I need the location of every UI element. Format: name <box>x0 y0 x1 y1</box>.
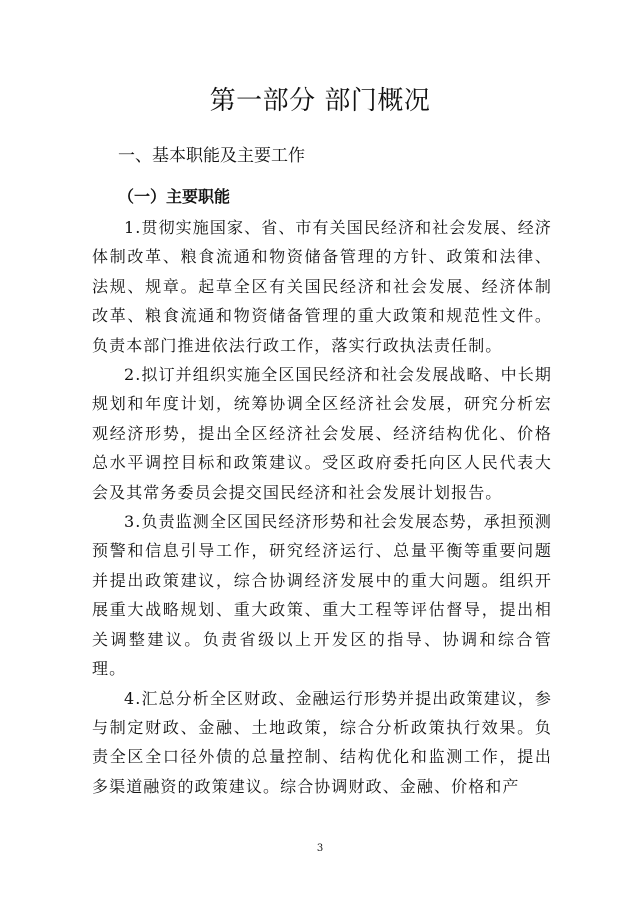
paragraph-1: 1.贯彻实施国家、省、市有关国民经济和社会发展、经济体制改革、粮食流通和物资储备管理的方针、政策和法律、法规、规章。起草全区有关国民经济和社会发展、经济体制改革、粮食流通和物资储备管理的重大政策和规范性文件。负责本部门推进依法行政工作，落实行政执法责任制。 <box>92 218 552 355</box>
page-number: 3 <box>316 843 324 854</box>
page-title: 第一部分 部门概况 <box>209 86 431 116</box>
paragraph-4: 4.汇总分析全区财政、金融运行形势并提出政策建议，参与制定财政、金融、土地政策，综合分析政策执行效果。负责全区全口径外债的总量控制、结构优化和监测工作，提出多渠道融资的政策建议。综合协调财政、金融、价格和产 <box>92 688 552 796</box>
subsection-heading: （一）主要职能 <box>118 187 231 206</box>
paragraph-3: 3.负责监测全区国民经济形势和社会发展态势，承担预测预警和信息引导工作，研究经济运行、总量平衡等重要问题并提出政策建议，综合协调经济发展中的重大问题。组织开展重大战略规划、重大政策、重大工程等评估督导，提出相关调整建议。负责省级以上开发区的指导、协调和综合管理。 <box>92 512 552 679</box>
paragraph-2: 2.拟订并组织实施全区国民经济和社会发展战略、中长期规划和年度计划，统筹协调全区经济社会发展，研究分析宏观经济形势，提出全区经济社会发展、经济结构优化、价格总水平调控目标和政策建议。受区政府委托向区人民代表大会及其常务委员会提交国民经济和社会发展计划报告。 <box>92 365 552 502</box>
body-text <box>92 213 552 801</box>
section-heading: 一、基本职能及主要工作 <box>118 146 305 166</box>
